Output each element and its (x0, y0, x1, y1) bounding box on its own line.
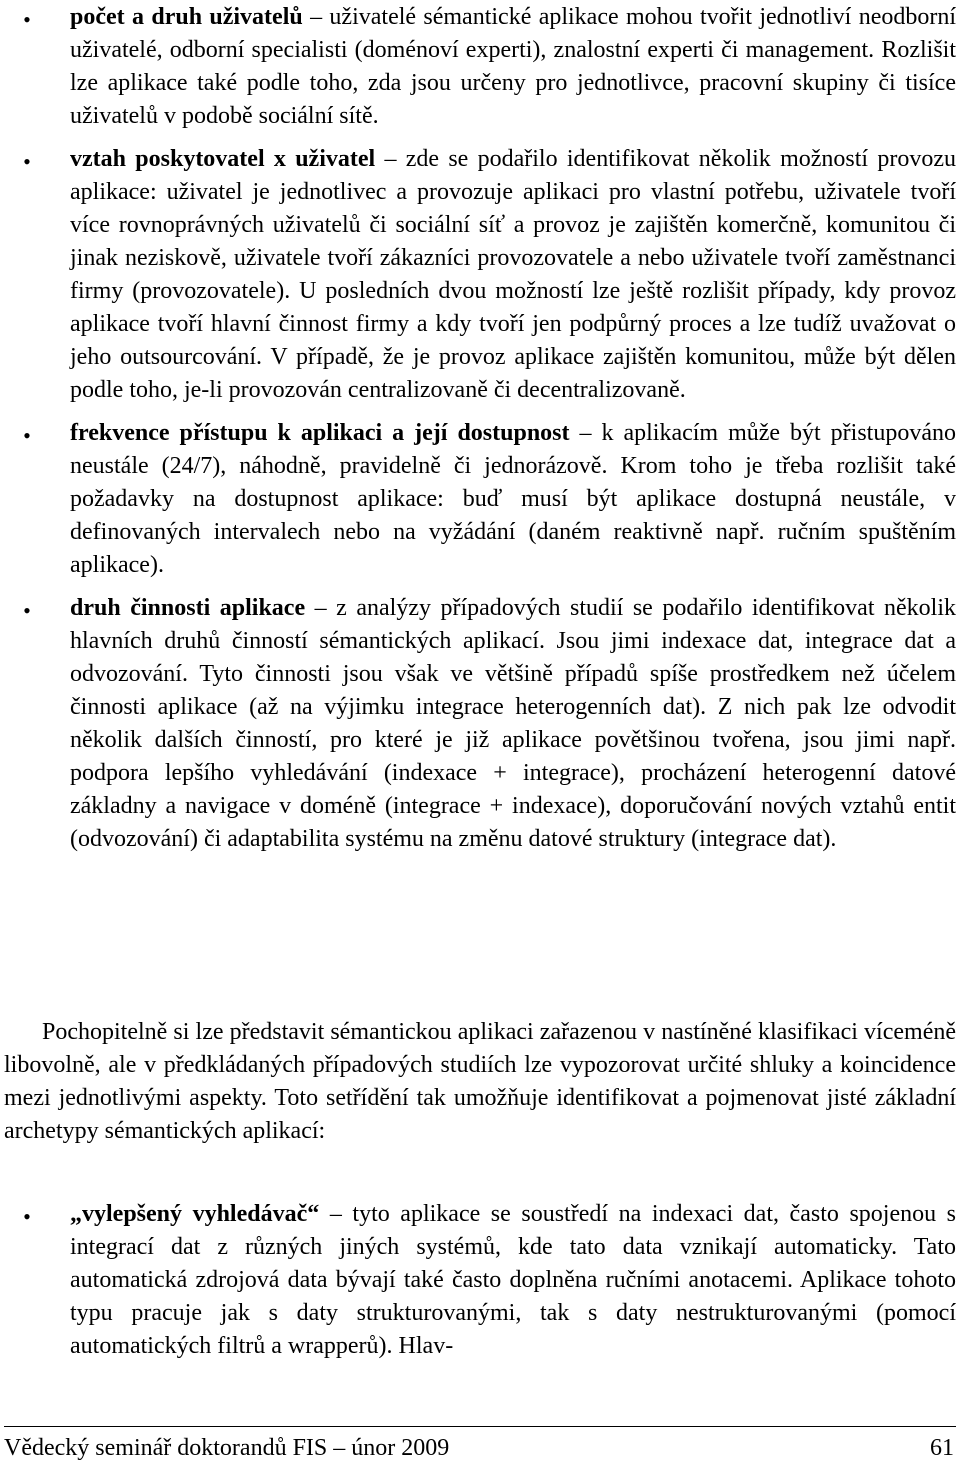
body-paragraph: Pochopitelně si lze představit sémantickou aplikaci zařazenou v nastíněné klasifikaci víceméně libovolně, ale v předkládaných případových studiích lze vypozorovat určité shluky a koincidence mezi jednotlivými aspekty. Toto setřídění tak umožňuje identifikovat a pojmenovat jisté základní archetypy sémantických aplikací: (4, 1019, 956, 1144)
list-item-text: zde se podařilo identifikovat několik možností provozu aplikace: uživatel je jednotlivec a provozuje aplikaci pro vlastní potřebu, uživatele tvoří více rovnoprávných uživatelů či sociální síť a provoz je zajištěn komerčně, komunitou či jinak neziskově, uživatele tvoří zákazníci provozovatele a nebo uživatele tvoří zaměstnanci firmy (provozovatele). U posledních dvou možností lze ještě rozlišit případy, kdy provoz aplikace tvoří hlavní činnost firmy a kdy tvoří jen podpůrný proces a lze tudíž uvažovat o jeho outsourcování. V případě, že je provoz aplikace zajištěn komunitou, může být dělen podle toho, je-li provozován centralizovaně či decentralizovaně. (70, 146, 957, 403)
list-item-text: k aplikacím může být přistupováno neustále (24/7), náhodně, pravidelně či jednorázově. Krom toho je třeba rozlišit také požadavky na dostupnost aplikace: buď musí být aplikace dostupná neustále, v definovaných intervalech nebo na vyžádání (daném reaktivně např. ručním spuštěním aplikace). (70, 420, 956, 578)
em-dash: – (384, 146, 397, 172)
list-item-text: z analýzy případových studií se podařilo identifikovat několik hlavních druhů činností sémantických aplikací. Jsou jimi indexace dat, integrace dat a odvozování. Tyto činnosti jsou však ve většině případů spíše prostředkem než účelem činnosti aplikace (až na výjimku integrace heterogenních dat). Z nich pak lze odvodit několik dalších činností, pro které je již aplikace povětšinou tvořena, jsou jimi např. podpora lepšího vyhledávání (indexace + integrace), procházení heterogenní datové základny a navigace v doméně (integrace + indexace), doporučování nových vztahů entit (odvozování) či adaptabilita systému na změnu datové struktury (integrace dat). (70, 595, 957, 852)
list-item (0, 417, 960, 582)
footer-divider (4, 1426, 956, 1427)
em-dash: – (579, 420, 592, 446)
list-item (0, 143, 960, 407)
bullet-list-bottom (0, 1198, 960, 1373)
list-item-text: tyto aplikace se soustředí na indexaci dat, často spojenou s integrací dat z různých jiných systémů, kde tato data vznikají automaticky. Tato automatická zdrojová data bývají také často doplněna ručními anotacemi. Aplikace tohoto typu pracuje jak s daty strukturovanými, tak s daty nestrukturovanými (pomocí automatických filtrů a wrapperů). Hlav- (70, 1201, 957, 1359)
list-item-term: frekvence přístupu k aplikaci a její dostupnost (70, 420, 570, 446)
list-item-term: vztah poskytovatel x uživatel (70, 146, 376, 172)
footer-title: Vědecký seminář doktorandů FIS – únor 2009 (4, 1435, 450, 1461)
list-item-term: druh činnosti aplikace (70, 595, 306, 621)
bullet-list-top (0, 1, 960, 866)
em-dash: – (329, 1201, 342, 1227)
list-item (0, 592, 960, 856)
bullet-icon: • (23, 423, 31, 448)
list-item-term: „vylepšený vyhledávač“ (70, 1201, 320, 1227)
em-dash: – (314, 595, 327, 621)
bullet-icon: • (23, 1204, 31, 1229)
bullet-icon: • (23, 598, 31, 623)
em-dash: – (310, 4, 323, 30)
bullet-icon: • (23, 149, 31, 174)
list-item-text: uživatelé sémantické aplikace mohou tvořit jednotliví neodborní uživatelé, odborní specialisti (doménoví experti), znalostní experti či management. Rozlišit lze aplikace také podle toho, zda jsou určeny pro jednotlivce, pracovní skupiny či tisíce uživatelů v podobě sociální sítě. (70, 4, 957, 129)
page-number: 61 (930, 1435, 954, 1461)
list-item (0, 1, 960, 133)
list-item-term: počet a druh uživatelů (70, 4, 303, 30)
list-item (0, 1198, 960, 1363)
bullet-icon: • (23, 7, 31, 32)
